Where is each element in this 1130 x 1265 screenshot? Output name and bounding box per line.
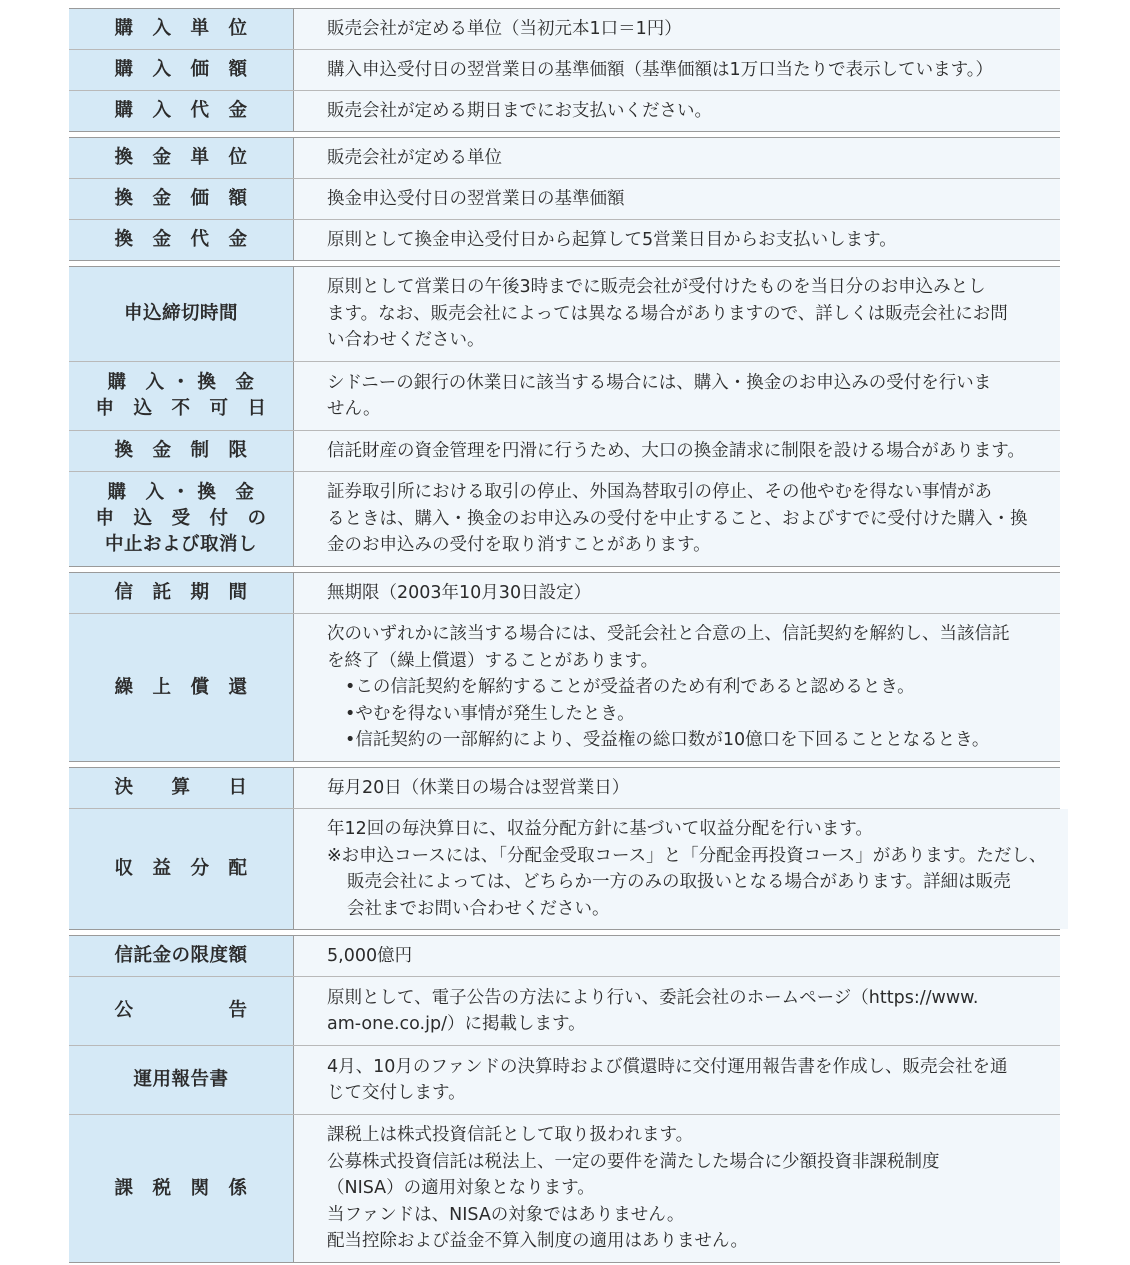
row-content (294, 220, 1060, 260)
content-line: い合わせください。 (327, 330, 485, 351)
content-line: 販売会社が定める単位 (327, 147, 502, 168)
row-label (69, 977, 294, 1045)
row-label (69, 573, 294, 613)
content-line: 証券取引所における取引の停止、外国為替取引の停止、その他やむを得ない事情があ (327, 482, 992, 503)
row-label-text: 購 入 価 額 (114, 59, 248, 80)
content-line: 公募株式投資信託は税法上、一定の要件を満たした場合に少額投資非課税制度 (327, 1151, 940, 1172)
row-label-text: 換 金 価 額 (114, 188, 248, 209)
content-line: （NISA）の適用対象となります。 (327, 1178, 595, 1199)
table-row (69, 613, 1060, 761)
table-row (69, 768, 1060, 808)
table-row (69, 573, 1060, 613)
table-row (69, 471, 1060, 566)
row-label-text: 申 込 不 可 日 (95, 398, 267, 419)
table-row (69, 178, 1060, 219)
table-row (69, 9, 1060, 49)
row-label-text: 収 益 分 配 (114, 858, 248, 879)
row-label (69, 362, 294, 430)
row-content (294, 1115, 1060, 1262)
row-content (294, 50, 1060, 90)
row-label-text: 公 告 (114, 1000, 248, 1021)
table-row (69, 361, 1060, 430)
bullet-item: •やむを得ない事情が発生したとき。 (345, 703, 635, 724)
row-label (69, 614, 294, 761)
content-line: am-one.co.jp/）に掲載します。 (327, 1014, 586, 1034)
row-label-text: 購 入 ・ 換 金 (107, 372, 255, 393)
content-line: を終了（繰上償還）することがあります。 (327, 650, 659, 671)
row-content (294, 9, 1060, 49)
table-row (69, 936, 1060, 976)
row-label (69, 50, 294, 90)
table-group (69, 8, 1060, 132)
row-label (69, 220, 294, 260)
content-line: 年12回の毎決算日に、収益分配方針に基づいて収益分配を行います。 (327, 819, 873, 839)
table-group (69, 935, 1060, 1263)
row-label-text: 運用報告書 (133, 1069, 229, 1090)
content-line: 販売会社が定める単位（当初元本1口＝1円） (327, 18, 682, 39)
row-content (294, 362, 1060, 430)
content-line: じて交付します。 (327, 1083, 466, 1103)
content-line: 無期限（2003年10月30日設定） (327, 582, 592, 603)
content-line: ※お申込コースには、「分配金受取コース」と「分配金再投資コース」があります。ただし、 (327, 845, 1047, 866)
content-line: 原則として営業日の午後3時までに販売会社が受付けたものを当日分のお申込みとし (327, 277, 986, 298)
content-line: 配当控除および益金不算入制度の適用はありません。 (327, 1231, 749, 1252)
table-row (69, 1114, 1060, 1262)
row-content (294, 614, 1060, 761)
row-label-text: 購 入 代 金 (114, 100, 248, 121)
row-content (294, 573, 1060, 613)
row-label-text: 中止および取消し (104, 534, 257, 555)
content-line: 金のお申込みの受付を取り消すことがあります。 (327, 535, 711, 556)
row-label (69, 431, 294, 471)
table-group (69, 572, 1060, 762)
row-content (294, 768, 1060, 808)
row-label-text: 換 金 代 金 (114, 229, 248, 250)
row-label (69, 138, 294, 178)
table-row (69, 1045, 1060, 1114)
table-row (69, 808, 1060, 929)
content-line: シドニーの銀行の休業日に該当する場合には、購入・換金のお申込みの受付を行いま (327, 372, 992, 393)
row-label-text: 決 算 日 (114, 777, 248, 798)
row-label (69, 9, 294, 49)
row-content (294, 431, 1060, 471)
row-label (69, 936, 294, 976)
row-label-text: 購 入 単 位 (114, 18, 248, 39)
row-label-text: 繰 上 償 還 (114, 676, 248, 698)
note-line: 会社までお問い合わせください。 (347, 898, 610, 919)
table-row (69, 430, 1060, 471)
row-label (69, 179, 294, 219)
row-label-text: 購 入 ・ 換 金 (107, 482, 255, 503)
row-content (294, 936, 1060, 976)
row-content (294, 138, 1060, 178)
row-label-text: 換 金 制 限 (114, 440, 248, 461)
content-line: 次のいずれかに該当する場合には、受託会社と合意の上、信託契約を解約し、当該信託 (327, 624, 1010, 645)
table-row (69, 976, 1060, 1045)
content-line: 信託財産の資金管理を円滑に行うため、大口の換金請求に制限を設ける場合があります。 (327, 440, 1025, 461)
table-row (69, 219, 1060, 260)
row-content (294, 809, 1068, 929)
table-row (69, 138, 1060, 178)
row-label-text: 信 託 期 間 (114, 582, 248, 603)
table-group (69, 137, 1060, 261)
note-line: 販売会社によっては、どちらか一方のみの取扱いとなる場合があります。詳細は販売 (347, 872, 1011, 892)
row-label-text: 課 税 関 係 (114, 1177, 248, 1199)
row-label (69, 809, 294, 929)
row-label (69, 91, 294, 131)
bullet-item: •この信託契約を解約することが受益者のため有利であると認めるとき。 (345, 677, 915, 698)
row-content (294, 977, 1060, 1045)
row-label (69, 768, 294, 808)
row-content (294, 267, 1060, 361)
content-line: 原則として、電子公告の方法により行い、委託会社のホームページ（https://www. (327, 987, 979, 1008)
content-line: ます。なお、販売会社によっては異なる場合がありますので、詳しくは販売会社にお問 (327, 303, 1008, 324)
content-line: 毎月20日（休業日の場合は翌営業日） (327, 777, 630, 798)
content-line: 原則として換金申込受付日から起算して5営業日目からお支払いします。 (327, 229, 897, 250)
content-line: 換金申込受付日の翌営業日の基準価額 (327, 188, 625, 209)
fund-terms-table (69, 8, 1060, 1263)
content-line: 販売会社が定める期日までにお支払いください。 (327, 100, 712, 121)
table-row (69, 49, 1060, 90)
content-line: 購入申込受付日の翌営業日の基準価額（基準価額は1万口当たりで表示しています。） (327, 59, 993, 80)
row-label-text: 信託金の限度額 (114, 945, 248, 966)
row-content (294, 1046, 1060, 1114)
row-label-text: 申 込 受 付 の (95, 508, 267, 529)
table-group (69, 266, 1060, 567)
row-label (69, 1046, 294, 1114)
content-line: せん。 (327, 399, 381, 419)
table-row (69, 267, 1060, 361)
row-content (294, 179, 1060, 219)
content-line: 4月、10月のファンドの決算時および償還時に交付運用報告書を作成し、販売会社を通 (327, 1056, 1008, 1077)
content-line: 当ファンドは、NISAの対象ではありません。 (327, 1204, 685, 1225)
bullet-item: •信託契約の一部解約により、受益権の総口数が10億口を下回ることとなるとき。 (345, 730, 990, 751)
table-group (69, 767, 1060, 930)
row-content (294, 472, 1060, 566)
content-line: 課税上は株式投資信託として取り扱われます。 (327, 1125, 694, 1146)
table-row (69, 90, 1060, 131)
row-label-text: 換 金 単 位 (114, 147, 248, 168)
row-label-text: 申込締切時間 (123, 303, 238, 324)
content-line: るときは、購入・換金のお申込みの受付を中止すること、およびすでに受付けた購入・換 (327, 508, 1028, 529)
row-label (69, 267, 294, 361)
content-line: 5,000億円 (327, 945, 413, 966)
row-label (69, 1115, 294, 1262)
row-content (294, 91, 1060, 131)
row-label (69, 472, 294, 566)
